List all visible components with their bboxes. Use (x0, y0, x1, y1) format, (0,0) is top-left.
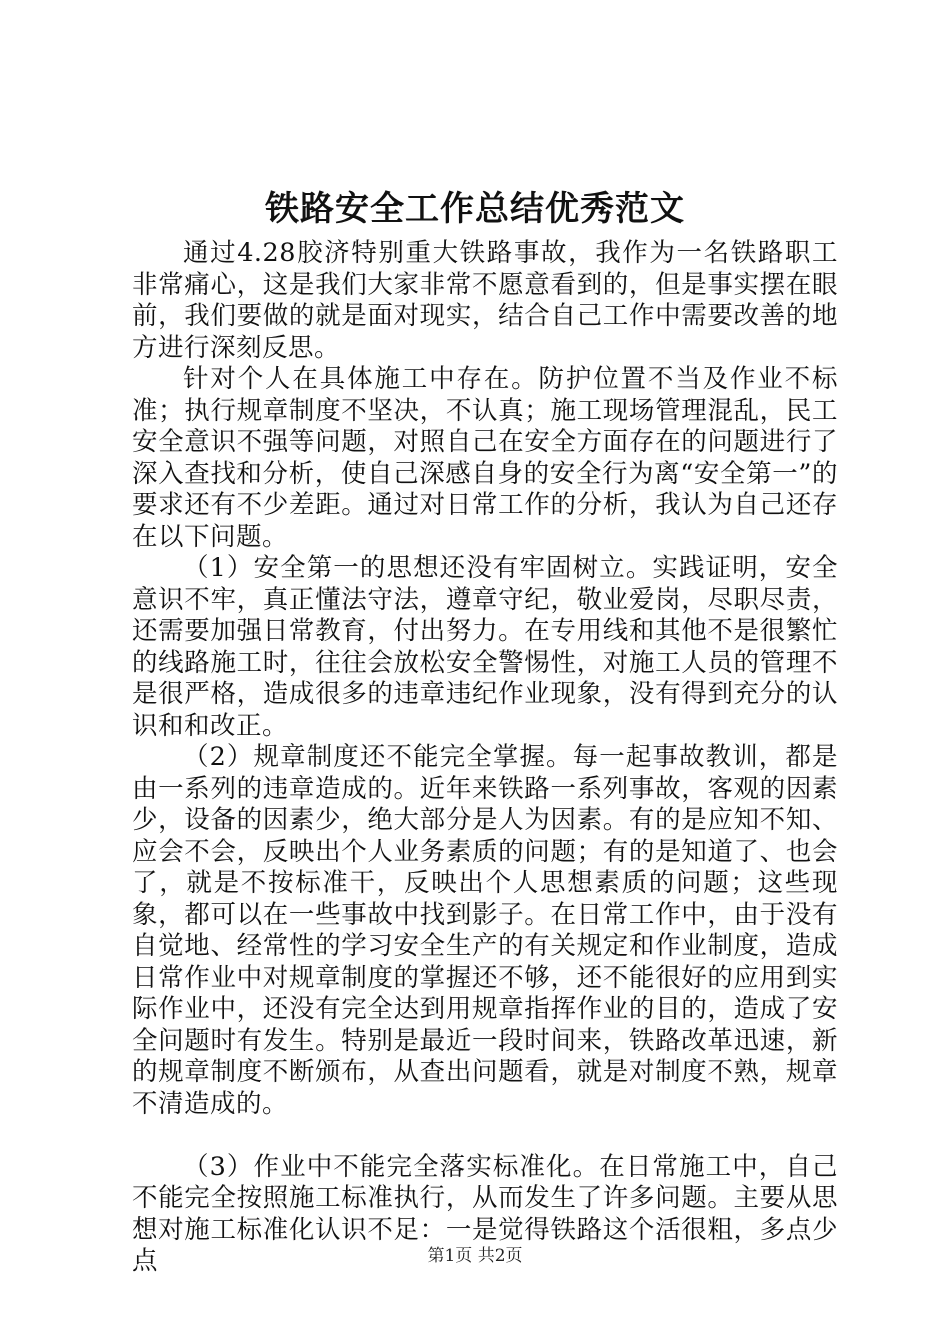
paragraph-point-3: （3）作业中不能完全落实标准化。在日常施工中，自己不能完全按照施工标准执行，从而发生了许多问题。主要从思想对施工标准化认识不足：一是觉得铁路这个活很粗，多点少点 (132, 1151, 838, 1276)
document-body (132, 238, 838, 1278)
paragraph-point-1: （1）安全第一的思想还没有牢固树立。实践证明，安全意识不牢，真正懂法守法，遵章守纪，敬业爱岗，尽职尽责，还需要加强日常教育，付出努力。在专用线和其他不是很繁忙的线路施工时，往往会放松安全警惕性，对施工人员的管理不是很严格，造成很多的违章违纪作业现象，没有得到充分的认识和和改正。 (132, 553, 838, 741)
page-number-footer: 第1页 共2页 (427, 1246, 523, 1266)
paragraph-intro: 通过4.28胶济特别重大铁路事故，我作为一名铁路职工非常痛心，这是我们大家非常不愿意看到的，但是事实摆在眼前，我们要做的就是面对现实，结合自己工作中需要改善的地方进行深刻反思。 (132, 238, 838, 363)
paragraph-point-2: （2）规章制度还不能完全掌握。每一起事故教训，都是由一系列的违章造成的。近年来铁路一系列事故，客观的因素少，设备的因素少，绝大部分是人为因素。有的是应知不知、应会不会，反映出个人业务素质的问题；有的是知道了、也会了，就是不按标准干，反映出个人思想素质的问题；这些现象，都可以在一些事故中找到影子。在日常工作中，由于没有自觉地、经常性的学习安全生产的有关规定和作业制度，造成日常作业中对规章制度的掌握还不够，还不能很好的应用到实际作业中，还没有完全达到用规章指挥作业的目的，造成了安全问题时有发生。特别是最近一段时间来，铁路改革迅速，新的规章制度不断颁布，从查出问题看，就是对制度不熟，规章不清造成的。 (132, 742, 838, 1119)
document-title: 铁路安全工作总结优秀范文 (265, 189, 685, 229)
paragraph-issues: 针对个人在具体施工中存在。防护位置不当及作业不标准；执行规章制度不坚决，不认真；施工现场管理混乱，民工安全意识不强等问题，对照自己在安全方面存在的问题进行了深入查找和分析，使自己深感自身的安全行为离“安全第一”的要求还有不少差距。通过对日常工作的分析，我认为自己还存在以下问题。 (132, 364, 838, 552)
